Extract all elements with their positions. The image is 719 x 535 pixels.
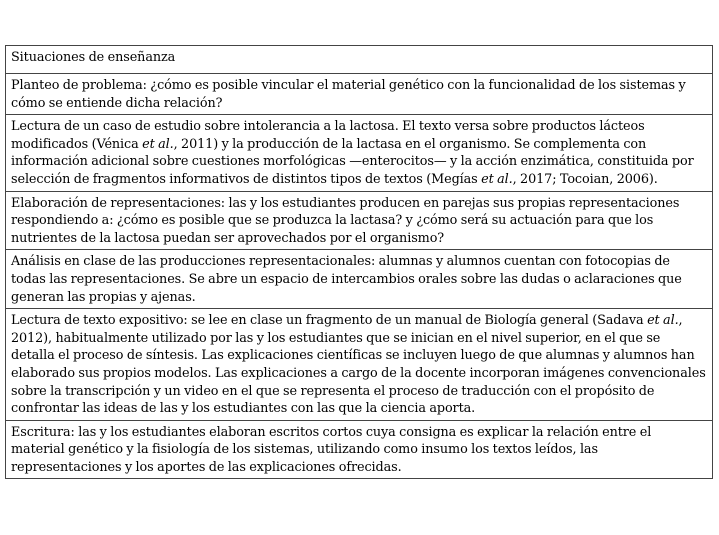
- row-expository-reading: [6, 309, 713, 421]
- row-class-analysis: Análisis en clase de las producciones representacionales: alumnas y alumnos cuentan con fotocopias de todas las representaciones. Se abre un espacio de intercambios orales sobre las dudas o aclaraciones que generan las propias y ajenas.: [6, 250, 713, 309]
- table-row: [6, 191, 713, 250]
- row-text-segment: Lectura de texto expositivo: se lee en clase un fragmento de un manual de Biología general (Sadava: [11, 313, 648, 329]
- row-case-study-reading: [6, 115, 713, 191]
- row-representations: Elaboración de representaciones: las y los estudiantes producen en parejas sus propias representaciones respondiendo a: ¿cómo es posible que se produzca la lactasa? y ¿cómo será su actuación para que los nutrientes de la lactosa puedan ser aprovechados por el organismo?: [6, 191, 713, 250]
- row-text-segment: Lectura de un caso de estudio sobre intolerancia a la lactosa. El texto versa sobre productos lácteos modificados (Vénica: [11, 119, 645, 152]
- row-writing: Escritura: las y los estudiantes elaboran escritos cortos cuya consigna es explicar la relación entre el material genético y la fisiología de los sistemas, utilizando como insumo los textos leídos, las representaciones y los aportes de las explicaciones ofrecidas.: [6, 420, 713, 479]
- table-row: [6, 74, 713, 115]
- teaching-situations-table: [5, 45, 713, 479]
- row-italic-citation: et al.: [142, 136, 174, 152]
- row-text-segment: , 2017; Tocoian, 2006).: [512, 171, 658, 187]
- table-row: [6, 115, 713, 191]
- row-italic-citation: et al.: [647, 313, 679, 329]
- table-header-row: [6, 46, 713, 74]
- row-text-segment: , 2012), habitualmente utilizado por las y los estudiantes que se inician en el nivel superior, en el que se detalla el proceso de síntesis. Las explicaciones científicas se incluyen luego de que alumnas y alumnos han elaborado sus propios modelos. Las explicaciones a cargo de la docente incorporan imágenes convencionales sobre la transcripción y un video en el que se representa el proceso de traducción con el propósito de confrontar las ideas de las y los estudiantes con las que la ciencia aporta.: [11, 313, 706, 417]
- row-italic-citation: et al.: [481, 171, 513, 187]
- table-row: [6, 309, 713, 421]
- row-problem-statement: Planteo de problema: ¿cómo es posible vincular el material genético con la funcionalidad de los sistemas y cómo se entiende dicha relación?: [6, 74, 713, 115]
- table-header-cell: Situaciones de enseñanza: [6, 46, 713, 74]
- table-row: [6, 420, 713, 479]
- table-row: [6, 250, 713, 309]
- row-text-segment: , 2011) y la producción de la lactasa en el organismo. Se complementa con información adicional sobre cuestiones morfológicas —enterocitos— y la acción enzimática, constituida por selección de fragmentos informativos de distintos tipos de textos (Megías: [11, 136, 694, 187]
